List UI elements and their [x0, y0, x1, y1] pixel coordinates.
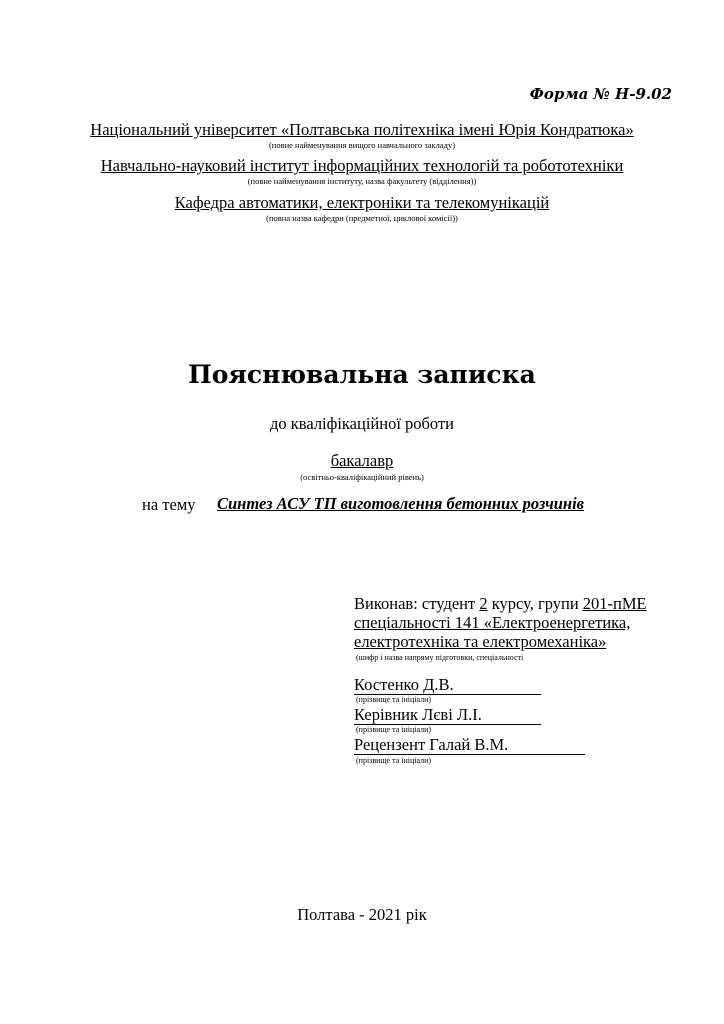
university-hint: (повне найменування вищого навчального закладу): [268, 140, 456, 150]
performer-line: [354, 594, 647, 613]
document-title: Пояснювальна записка: [188, 360, 536, 389]
university-name: Національний університет «Полтавська політехніка імені Юрія Кондратюка»: [90, 120, 634, 139]
performer-name-hint: (прізвище та ініціали): [356, 695, 432, 704]
topic-value: Синтез АСУ ТП виготовлення бетонних розчинів: [217, 494, 585, 513]
document-subtitle: до кваліфікаційної роботи: [269, 414, 454, 433]
institute-hint: (повне найменування інституту, назва факультету (відділення)): [247, 176, 477, 186]
reviewer-hint: (прізвище та ініціали): [356, 756, 432, 765]
form-number: Форма № Н-9.02: [529, 85, 672, 103]
degree-hint: (освітньо-кваліфікаційний рівень): [300, 472, 424, 482]
degree-value: бакалавр: [330, 451, 394, 470]
supervisor-line: [354, 706, 541, 725]
department-name: Кафедра автоматики, електроніки та телекомунікацій: [174, 193, 550, 212]
performer-course-suffix: курсу, групи: [487, 594, 583, 613]
performer-group: 201-пМЕ: [582, 594, 647, 613]
specialty-line-1: спеціальності 141 «Електроенергетика,: [354, 613, 631, 632]
specialty-line-2: електротехніка та електромеханіка»: [354, 632, 607, 651]
performer-name: Костенко Д.В.: [354, 675, 454, 694]
specialty-hint: (шифр і назва напряму підготовки, спеціальності: [356, 653, 524, 662]
reviewer-line: [354, 736, 585, 755]
supervisor-label: Керівник Лєві Л.І.: [354, 705, 482, 724]
department-hint: (повна назва кафедри (предметної, циклової комісії)): [266, 213, 458, 223]
performer-course: 2: [479, 594, 488, 613]
reviewer-label: Рецензент Галай В.М.: [354, 735, 509, 754]
performer-prefix: Виконав: студент: [354, 594, 480, 613]
supervisor-hint: (прізвище та ініціали): [356, 725, 432, 734]
performer-name-line: [354, 676, 541, 695]
topic-label: на тему: [142, 495, 196, 514]
institute-name: Навчально-науковий інститут інформаційних технологій та робототехніки: [100, 156, 624, 175]
footer-city-year: Полтава - 2021 рік: [297, 905, 427, 924]
